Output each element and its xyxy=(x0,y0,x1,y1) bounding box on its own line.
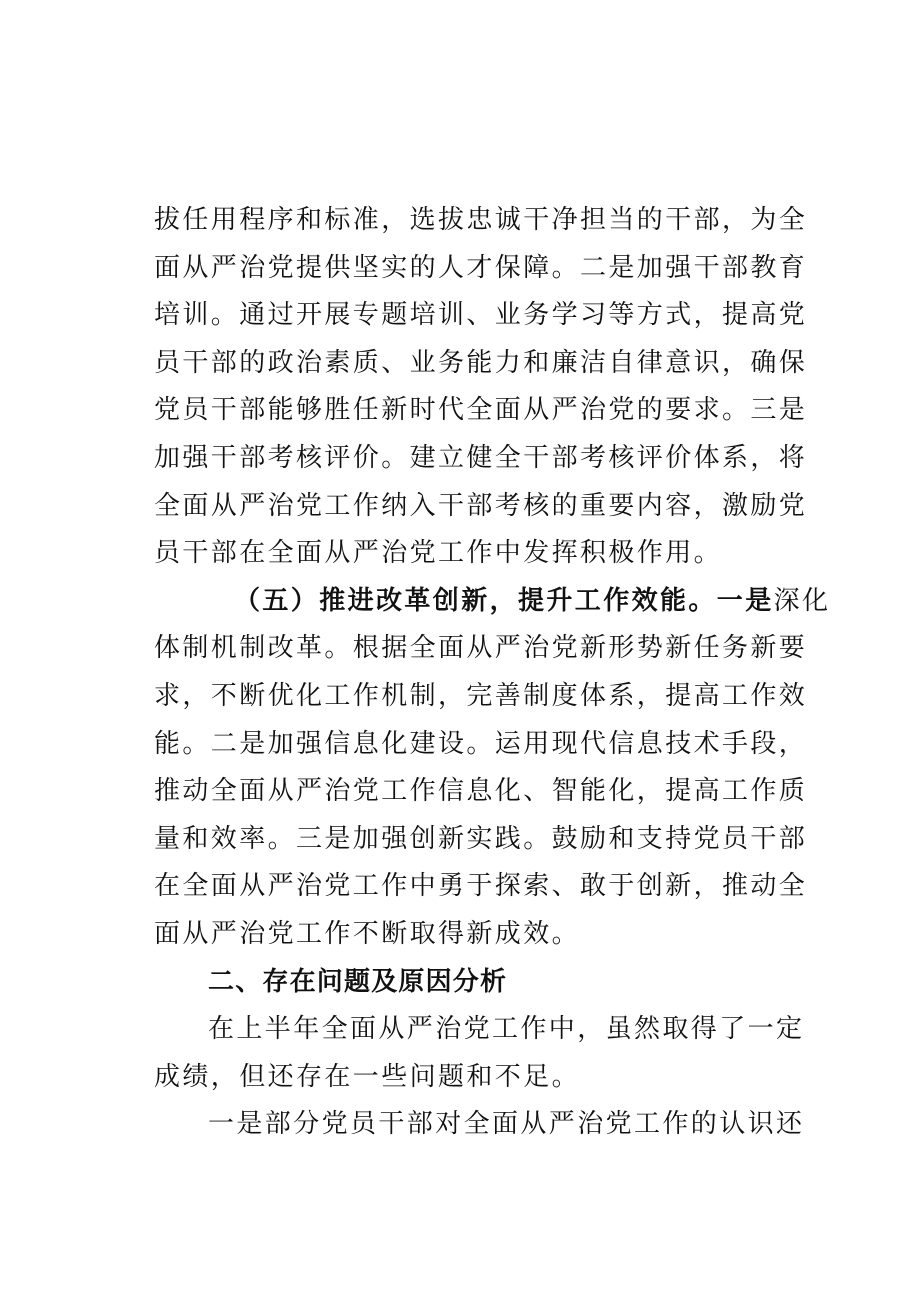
text-line: 员干部在全面从严治党工作中发挥积极作用。 xyxy=(154,538,723,569)
section-heading: 二、存在问题及原因分析 xyxy=(208,966,508,997)
document-body xyxy=(154,197,831,1149)
text-line: 在全面从严治党工作中勇于探索、敢于创新，推动全 xyxy=(154,871,808,902)
text-line: 员干部的政治素质、业务能力和廉洁自律意识，确保 xyxy=(154,347,808,378)
text-line: 全面从严治党工作纳入干部考核的重要内容，激励党 xyxy=(154,490,808,521)
text-line: 能。二是加强信息化建设。运用现代信息技术手段， xyxy=(154,728,808,759)
text-line: 拔任用程序和标准，选拔忠诚干净担当的干部，为全 xyxy=(154,205,808,235)
text-line: 面从严治党工作不断取得新成效。 xyxy=(154,918,581,949)
text-line: 量和效率。三是加强创新实践。鼓励和支持党员干部 xyxy=(154,823,808,854)
text-line: 面从严治党提供坚实的人才保障。二是加强干部教育 xyxy=(154,252,808,283)
text-line: 一是部分党员干部对全面从严治党工作的认识还 xyxy=(208,1109,805,1140)
subsection-title: （五）推进改革创新，提升工作效能。一是 xyxy=(234,585,774,616)
text-line: 在上半年全面从严治党工作中，虽然取得了一定 xyxy=(208,1014,805,1045)
text-line: 党员干部能够胜任新时代全面从严治党的要求。三是 xyxy=(154,395,808,426)
text-line: 成绩，但还存在一些问题和不足。 xyxy=(154,1061,581,1092)
subsection-lead-line xyxy=(154,578,831,626)
text-line: 加强干部考核评价。建立健全干部考核评价体系，将 xyxy=(154,442,808,473)
subsection-lead-text: 深化 xyxy=(773,585,831,616)
text-line: 求，不断优化工作机制，完善制度体系，提高工作效 xyxy=(154,680,808,711)
text-line: 培训。通过开展专题培训、业务学习等方式，提高党 xyxy=(154,300,808,331)
text-line: 推动全面从严治党工作信息化、智能化，提高工作质 xyxy=(154,776,808,807)
text-line: 体制机制改革。根据全面从严治党新形势新任务新要 xyxy=(154,633,808,664)
